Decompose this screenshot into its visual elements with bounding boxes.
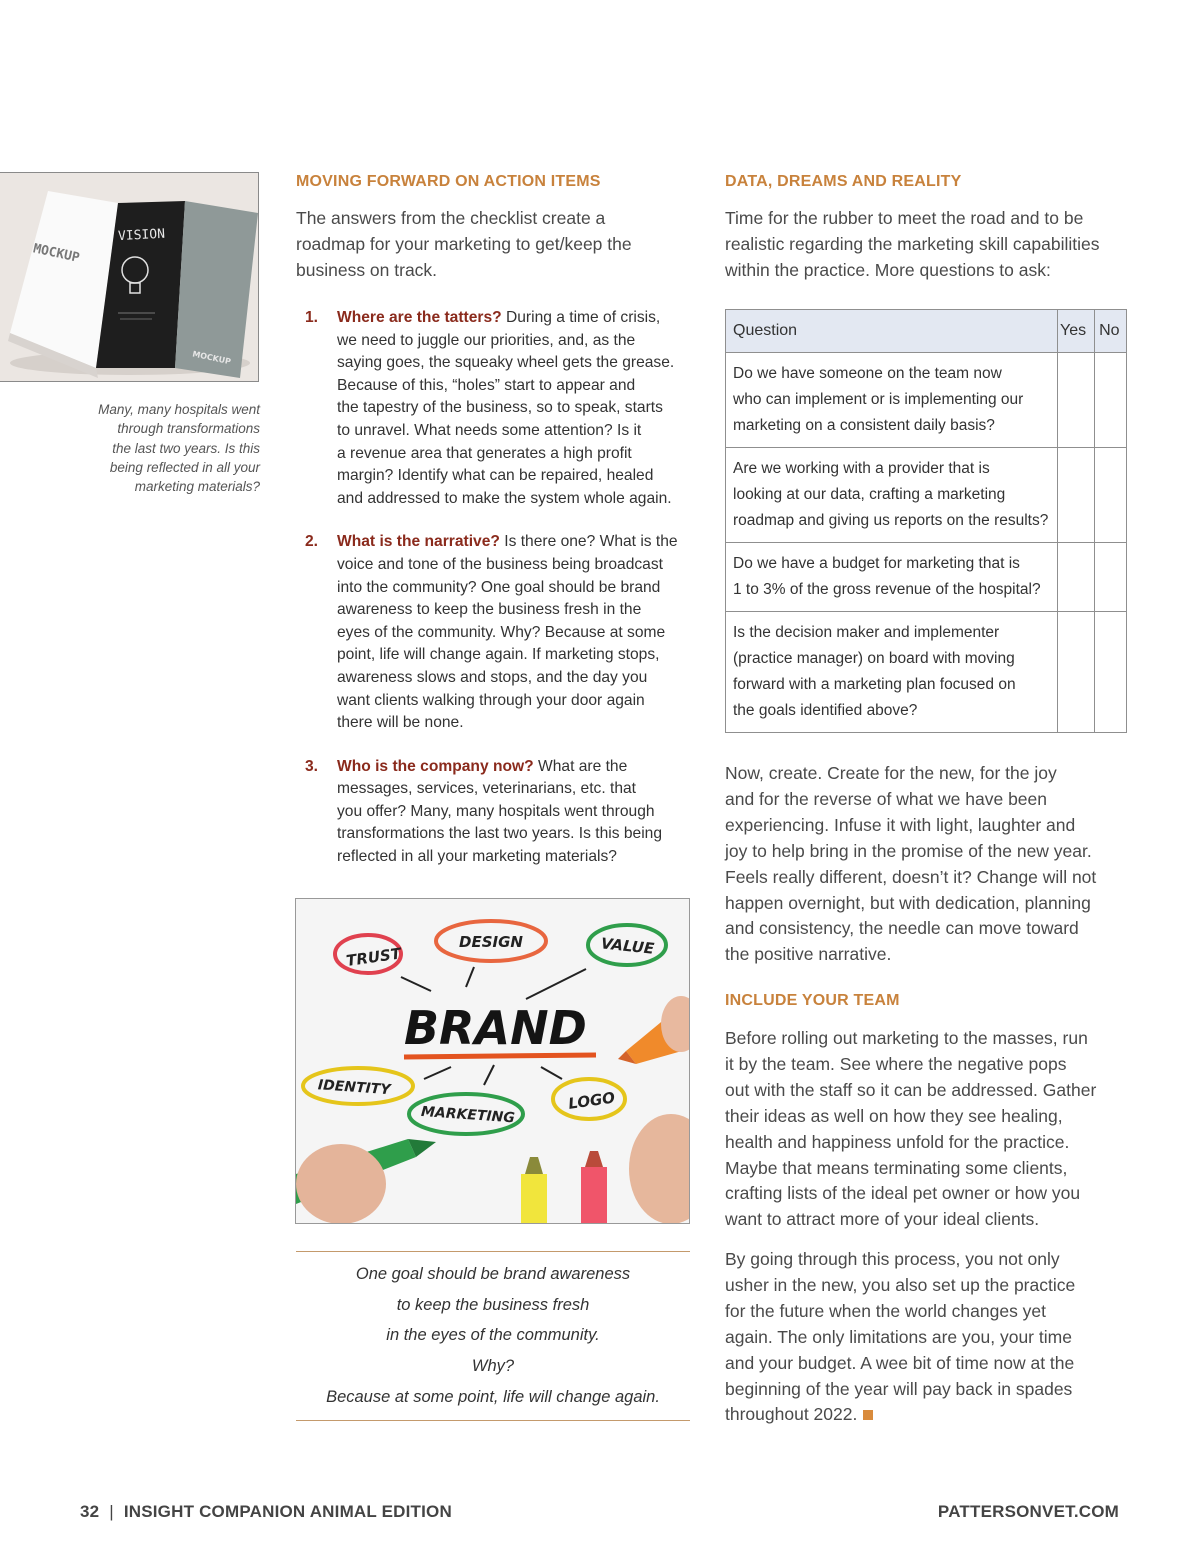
question-line: Are we working with a provider that is <box>733 460 990 477</box>
pull-quote-line: in the eyes of the community. <box>386 1326 600 1345</box>
section-heading-include-team: INCLUDE YOUR TEAM <box>725 992 900 1009</box>
question-cell <box>726 543 1058 612</box>
item-number: 2. <box>305 533 319 551</box>
action-items-intro <box>296 206 691 284</box>
item-line: Is there one? What is the <box>499 533 678 551</box>
column-header-question: Question <box>726 310 1058 353</box>
item-line: a revenue area that generates a high profit <box>337 444 632 462</box>
paragraph-line: Now, create. Create for the new, for the joy <box>725 763 1057 783</box>
paragraph-line: Before rolling out marketing to the masses, run <box>725 1028 1088 1048</box>
caption-line: the last two years. Is this <box>112 440 260 456</box>
question-line: looking at our data, crafting a marketing <box>733 486 1006 503</box>
word-value: VALUE <box>600 934 656 958</box>
caption-line: being reflected in all your <box>109 459 260 475</box>
caption-line: marketing materials? <box>134 479 260 495</box>
paragraph-line: beginning of the year will pay back in spades <box>725 1378 1073 1399</box>
publication-title: INSIGHT COMPANION ANIMAL EDITION <box>123 1502 452 1521</box>
page-number: 32 <box>80 1502 100 1521</box>
section-heading-action-items: MOVING FORWARD ON ACTION ITEMS <box>296 173 601 190</box>
pull-quote-line: Why? <box>471 1357 515 1376</box>
question-line: Do we have a budget for marketing that is <box>733 555 1020 572</box>
item-line: the tapestry of the business, so to speak, starts <box>337 399 663 417</box>
question-line: roadmap and giving us reports on the results? <box>733 512 1049 529</box>
question-line: Do we have someone on the team now <box>733 365 1002 382</box>
item-line: want clients walking through your door again <box>337 691 645 709</box>
paragraph-line: want to attract more of your ideal clients. <box>725 1209 1040 1230</box>
action-items-list <box>296 307 691 890</box>
word-logo: LOGO <box>567 1088 617 1113</box>
paragraph-line: Feels really different, doesn’t it? Change will not <box>725 866 1097 887</box>
paragraph-team <box>725 1026 1120 1233</box>
paragraph-line: crafting lists of the ideal pet owner or how you <box>725 1183 1081 1204</box>
end-mark-icon <box>863 1410 873 1420</box>
question-line: Is the decision maker and implementer <box>733 624 1000 641</box>
no-cell[interactable] <box>1095 543 1126 612</box>
paragraph-line: health and happiness unfold for the practice. <box>725 1131 1070 1152</box>
yes-cell[interactable] <box>1058 448 1095 543</box>
paragraph-line: again. The only limitations are you, your time <box>725 1326 1072 1347</box>
question-line: forward with a marketing plan focused on <box>733 676 1016 693</box>
table-row <box>726 543 1127 612</box>
item-question: What is the narrative? <box>337 533 500 551</box>
item-line: Because of this, “holes” start to appear and <box>337 376 636 394</box>
paragraph-line: throughout 2022. <box>725 1404 858 1425</box>
question-line: marketing on a consistent daily basis? <box>733 417 995 434</box>
section-heading-data-dreams: DATA, DREAMS AND REALITY <box>725 173 962 190</box>
brochure-mockup-image <box>0 172 259 382</box>
pull-quote-line: One goal should be brand awareness <box>355 1265 631 1283</box>
pull-quote <box>296 1251 690 1421</box>
no-cell[interactable] <box>1095 448 1126 543</box>
question-cell <box>726 448 1058 543</box>
mockup-mockup-small-text: MOCKUP <box>191 349 232 367</box>
paragraph-process <box>725 1247 1120 1428</box>
item-line: During a time of crisis, <box>501 309 661 326</box>
item-line: awareness slows and stops, and the day you <box>337 668 648 686</box>
item-line: voice and tone of the business being broadcast <box>337 555 663 573</box>
item-line: awareness to keep the business fresh in the <box>337 601 642 619</box>
intro-line: business on track. <box>296 259 438 280</box>
item-question: Who is the company now? <box>337 757 534 775</box>
item-line: saying goes, the squeaky wheel gets the grease. <box>337 354 675 372</box>
item-question: Where are the tatters? <box>337 309 502 326</box>
list-item <box>296 307 691 510</box>
pull-quote-line: Because at some point, life will change again. <box>326 1387 660 1406</box>
footer-separator: | <box>109 1502 114 1521</box>
item-line: eyes of the community. Why? Because at some <box>337 623 666 641</box>
paragraph-line: their ideas as well on how they see healing, <box>725 1105 1063 1126</box>
question-cell <box>726 353 1058 448</box>
table-header-row <box>726 310 1127 353</box>
footer-left <box>80 1502 452 1522</box>
intro-line: roadmap for your marketing to get/keep the <box>296 233 632 254</box>
mockup-vision-text: VISION <box>117 226 166 245</box>
paragraph-line: for the future when the world changes yet <box>725 1300 1047 1321</box>
item-line: margin? Identify what can be repaired, healed <box>337 467 654 485</box>
intro-line: realistic regarding the marketing skill capabilities <box>725 233 1100 254</box>
item-line: we need to juggle our priorities, and, as the <box>337 331 636 349</box>
question-line: (practice manager) on board with moving <box>733 650 1015 667</box>
list-item <box>296 756 691 869</box>
item-line: messages, services, veterinarians, etc. that <box>337 780 637 798</box>
item-line: you offer? Many, many hospitals went through <box>337 802 655 820</box>
paragraph-create <box>725 761 1120 968</box>
intro-line: The answers from the checklist create a <box>296 208 606 228</box>
paragraph-line: out with the staff so it can be addressed. Gather <box>725 1079 1097 1100</box>
mockup-caption <box>60 400 260 496</box>
item-number: 1. <box>305 309 319 326</box>
table-row <box>726 448 1127 543</box>
question-line: the goals identified above? <box>733 702 918 719</box>
paragraph-line: joy to help bring in the promise of the new year. <box>725 840 1092 861</box>
paragraph-line: By going through this process, you not only <box>725 1249 1060 1269</box>
item-line: to unravel. What needs some attention? Is it <box>337 421 642 439</box>
paragraph-line: usher in the new, you also set up the practice <box>725 1274 1076 1295</box>
paragraph-line: and your budget. A wee bit of time now at the <box>725 1352 1075 1373</box>
table-row <box>726 612 1127 733</box>
word-marketing: MARKETING <box>420 1103 516 1127</box>
column-header-yes: Yes <box>1058 310 1095 353</box>
list-item <box>296 531 691 734</box>
item-number: 3. <box>305 757 319 775</box>
questions-table <box>725 309 1127 733</box>
data-dreams-intro <box>725 206 1120 284</box>
item-line: What are the <box>533 757 628 775</box>
word-identity: IDENTITY <box>317 1077 391 1099</box>
paragraph-line: it by the team. See where the negative pops <box>725 1053 1067 1074</box>
paragraph-line: experiencing. Infuse it with light, laughter and <box>725 814 1076 835</box>
column-header-no: No <box>1095 310 1126 353</box>
paragraph-line: Maybe that means terminating some clients, <box>725 1157 1068 1178</box>
intro-line: within the practice. More questions to ask: <box>725 259 1051 280</box>
item-line: there will be none. <box>337 714 464 732</box>
word-brand: BRAND <box>404 1001 587 1055</box>
word-design: DESIGN <box>459 933 523 951</box>
mockup-mockup-text: MOCKUP <box>31 241 81 266</box>
yes-cell[interactable] <box>1058 612 1095 733</box>
paragraph-line: and consistency, the needle can move toward <box>725 918 1079 939</box>
question-line: who can implement or is implementing our <box>733 391 1024 408</box>
question-line: 1 to 3% of the gross revenue of the hospital? <box>733 581 1041 598</box>
brand-concept-image <box>295 898 690 1224</box>
question-cell <box>726 612 1058 733</box>
caption-line: through transformations <box>117 421 260 437</box>
item-line: into the community? One goal should be brand <box>337 578 661 596</box>
brand-illustration <box>296 899 689 1223</box>
item-line: reflected in all your marketing materials? <box>337 848 617 866</box>
paragraph-line: and for the reverse of what we have been <box>725 788 1048 809</box>
footer-website[interactable]: PATTERSONVET.COM <box>937 1502 1119 1521</box>
no-cell[interactable] <box>1095 612 1126 733</box>
caption-line: Many, many hospitals went <box>98 402 260 417</box>
yes-cell[interactable] <box>1058 543 1095 612</box>
paragraph-line: the positive narrative. <box>725 944 892 965</box>
intro-line: Time for the rubber to meet the road and to be <box>725 208 1084 228</box>
brochure-illustration <box>0 173 259 382</box>
item-line: and addressed to make the system whole again. <box>337 489 672 507</box>
table-row <box>726 353 1127 448</box>
item-line: transformations the last two years. Is this being <box>337 825 663 843</box>
yes-cell[interactable] <box>1058 353 1095 448</box>
item-line: point, life will change again. If marketing stops, <box>337 646 660 664</box>
paragraph-line: happen overnight, but with dedication, planning <box>725 892 1091 913</box>
pull-quote-line: to keep the business fresh <box>396 1295 590 1314</box>
word-trust: TRUST <box>345 944 403 970</box>
no-cell[interactable] <box>1095 353 1126 448</box>
